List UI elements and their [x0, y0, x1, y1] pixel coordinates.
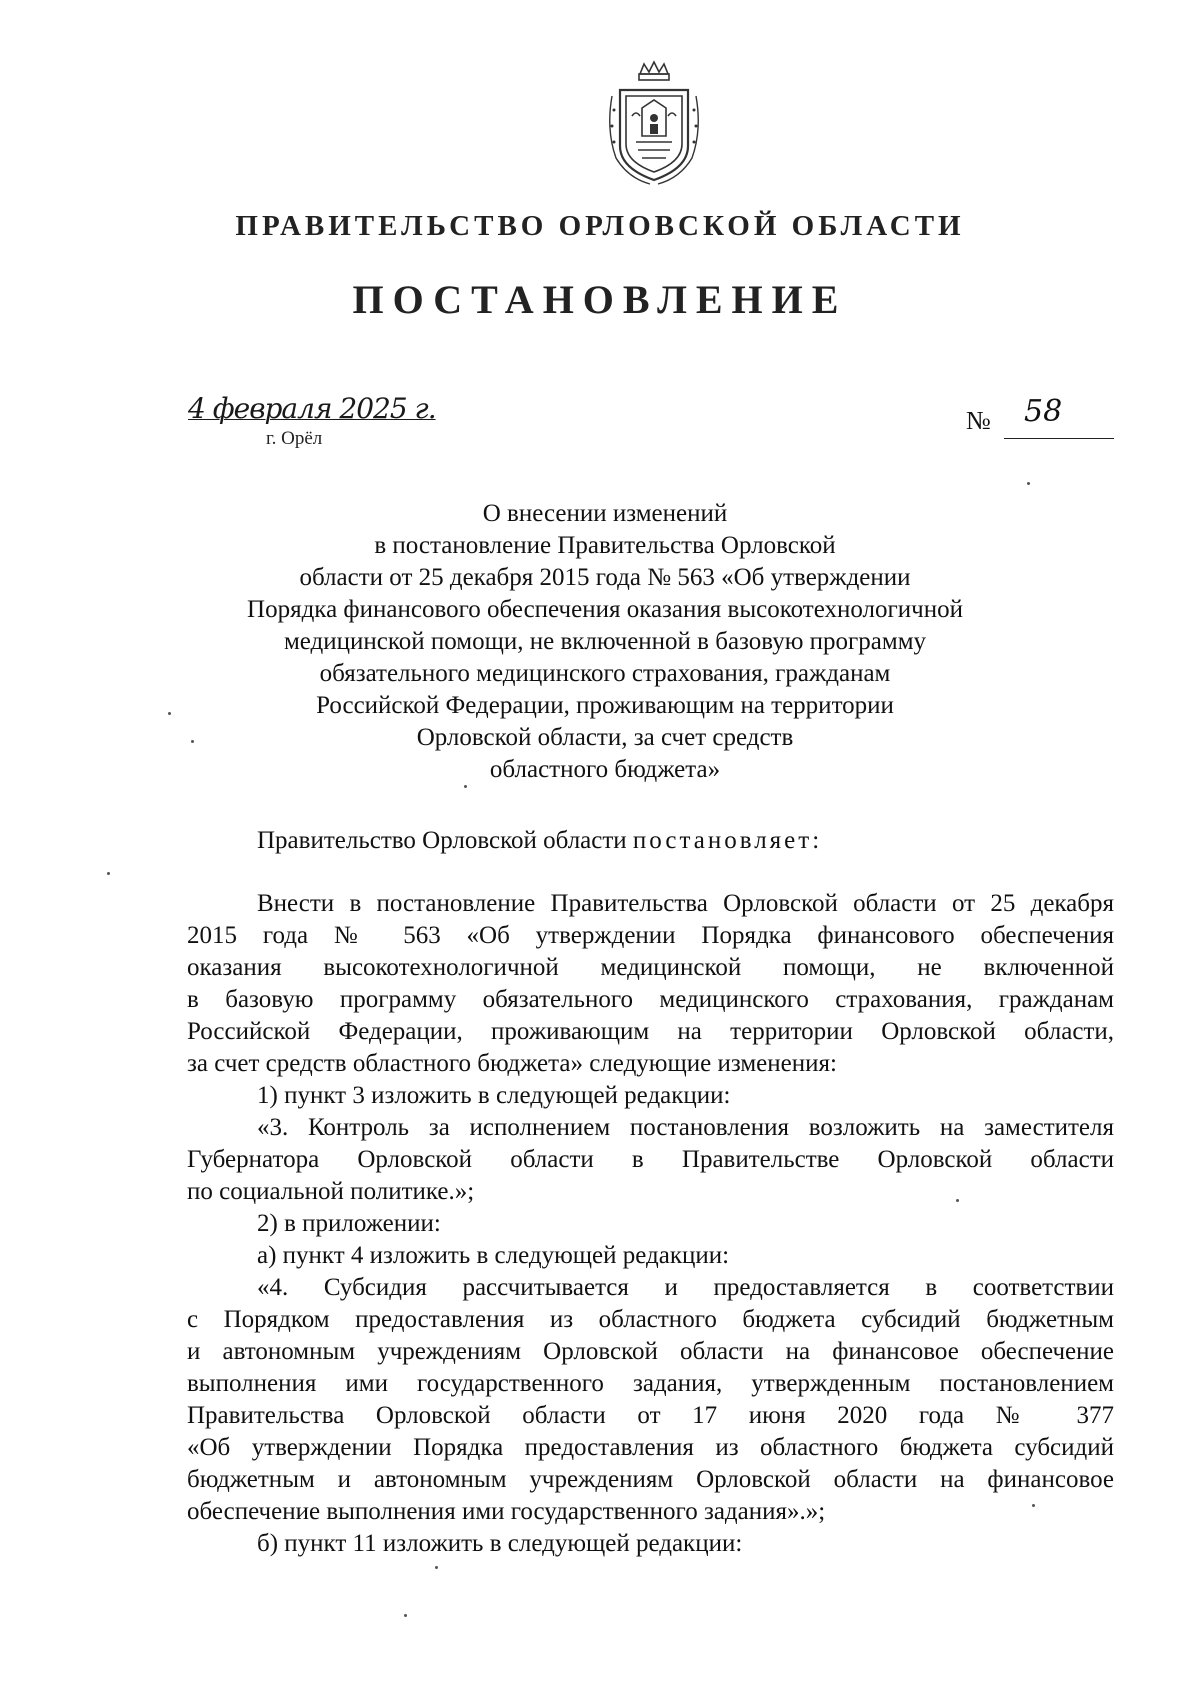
body-line: по социальной политике.»; [187, 1178, 475, 1205]
body-line: обеспечение выполнения ими государственного задания».»; [187, 1498, 826, 1525]
date-block [180, 392, 480, 452]
number-sign: № [966, 406, 991, 435]
city-label: г. Орёл [266, 428, 323, 449]
decree-statement [257, 825, 822, 857]
body-line: 2015 года № 563 «Об утверждении Порядка финансового обеспечения [187, 922, 1114, 949]
body-line: в базовую программу обязательного медицинского страхования, гражданам [187, 986, 1114, 1013]
subject-line: Орловской области, за счет средств [416, 724, 794, 751]
subject-line: в постановление Правительства Орловской [374, 532, 836, 559]
scan-speck [404, 1614, 407, 1617]
subject-line: О внесении изменений [482, 500, 728, 527]
body-line: «Об утверждении Порядка предоставления из областного бюджета субсидий [187, 1434, 1114, 1461]
scan-speck [956, 1199, 959, 1202]
subject-line: медицинской помощи, не включенной в базовую программу [283, 628, 927, 655]
body-line: с Порядком предоставления из областного бюджета субсидий бюджетным [187, 1306, 1114, 1333]
government-title: ПРАВИТЕЛЬСТВО ОРЛОВСКОЙ ОБЛАСТИ [235, 210, 965, 242]
subject-line: Порядка финансового обеспечения оказания высокотехнологичной [247, 596, 963, 623]
handwritten-number: 58 [1024, 394, 1063, 429]
body-line: 1) пункт 3 изложить в следующей редакции: [257, 1082, 731, 1109]
body-line: а) пункт 4 изложить в следующей редакции: [257, 1242, 730, 1269]
body-line: 2) в приложении: [257, 1210, 441, 1237]
subject-line: области от 25 декабря 2015 года № 563 «Об утверждении [299, 564, 911, 591]
scan-speck [191, 740, 194, 743]
body-line: бюджетным и автономным учреждениям Орловской области на финансовое [187, 1466, 1114, 1493]
body-line: «4. Субсидия рассчитывается и предоставляется в соответствии [257, 1274, 1114, 1301]
subject-line: областного бюджета» [489, 756, 721, 783]
number-underline [1004, 438, 1114, 439]
document-subject [200, 498, 1010, 786]
coat-of-arms-emblem [606, 60, 702, 186]
subject-line: обязательного медицинского страхования, гражданам [319, 660, 891, 687]
scan-speck [1032, 1504, 1035, 1507]
body-line: Российской Федерации, проживающим на территории Орловской области, [187, 1018, 1114, 1045]
body-line: Внести в постановление Правительства Орловской области от 25 декабря [257, 890, 1114, 917]
body-line: б) пункт 11 изложить в следующей редакции: [257, 1530, 743, 1557]
decree-prefix: Правительство Орловской области [257, 827, 633, 854]
document-number-block [966, 394, 1116, 446]
scan-speck [435, 1566, 438, 1569]
scan-speck [1027, 482, 1030, 485]
body-line: «3. Контроль за исполнением постановления возложить на заместителя [257, 1114, 1114, 1141]
handwritten-date: 4 февраля 2025 г. [188, 392, 436, 425]
scan-speck [168, 712, 171, 715]
body-line: Губернатора Орловской области в Правительстве Орловской области [187, 1146, 1114, 1173]
document-body [187, 888, 1114, 1560]
body-line: выполнения ими государственного задания, утвержденным постановлением [187, 1370, 1114, 1397]
document-type-title: ПОСТАНОВЛЕНИЕ [352, 277, 848, 322]
subject-line: Российской Федерации, проживающим на территории [316, 692, 894, 719]
body-line: за счет средств областного бюджета» следующие изменения: [187, 1050, 837, 1077]
body-line: и автономным учреждениям Орловской области на финансовое обеспечение [187, 1338, 1114, 1365]
scan-speck [107, 872, 110, 875]
scan-speck [464, 785, 467, 788]
body-line: Правительства Орловской области от 17 июня 2020 года № 377 [187, 1402, 1114, 1429]
body-line: оказания высокотехнологичной медицинской помощи, не включенной [187, 954, 1114, 981]
decree-verb: постановляет: [632, 827, 823, 854]
